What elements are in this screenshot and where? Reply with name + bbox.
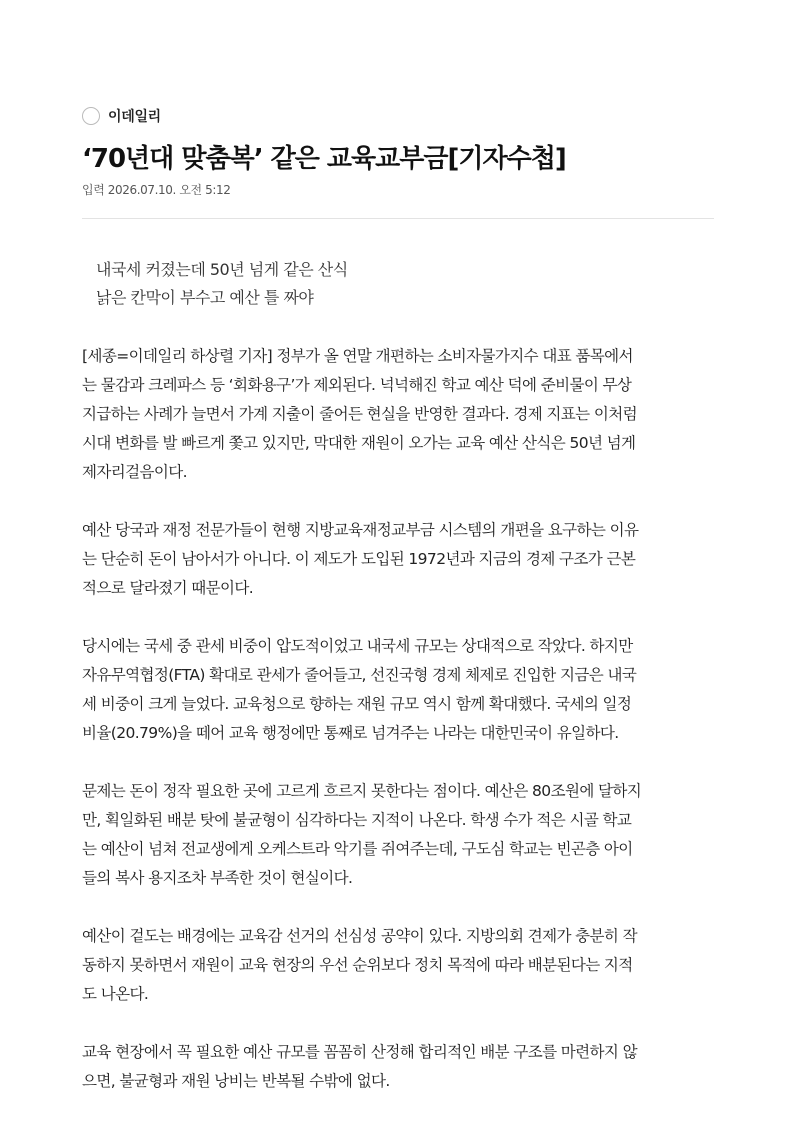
article-subheads [96, 256, 348, 312]
body-paragraph [82, 632, 716, 748]
paragraph-line: 도 나온다. [82, 985, 149, 1003]
paragraph-line: 시대 변화를 발 빠르게 쫓고 있지만, 막대한 재원이 오가는 교육 예산 산식은 50년 넘게 [82, 434, 636, 452]
paragraph-line: 예산 당국과 재정 전문가들이 현행 지방교육재정교부금 시스템의 개편을 요구하는 이유 [82, 521, 639, 539]
header-divider [82, 218, 714, 219]
body-paragraph [82, 922, 716, 1009]
paragraph-line: 동하지 못하면서 재원이 교육 현장의 우선 순위보다 정치 목적에 따라 배분된다는 지적 [82, 956, 633, 974]
paragraph-line: 지급하는 사례가 늘면서 가계 지출이 줄어든 현실을 반영한 결과다. 경제 지표는 이처럼 [82, 405, 637, 423]
body-paragraph [82, 342, 716, 487]
paragraph-line: 는 예산이 넘쳐 전교생에게 오케스트라 악기를 쥐여주는데, 구도심 학교는 빈곤층 아이 [82, 840, 633, 858]
paragraph-line: 적으로 달라졌기 때문이다. [82, 579, 254, 597]
body-paragraph [82, 777, 716, 893]
paragraph-line: 세 비중이 크게 늘었다. 교육청으로 향하는 재원 규모 역시 함께 확대했다. 국세의 일정 [82, 695, 632, 713]
publisher-name: 이데일리 [108, 109, 161, 125]
paragraph-line: 교육 현장에서 꼭 필요한 예산 규모를 꼼꼼히 산정해 합리적인 배분 구조를 마련하지 않 [82, 1043, 637, 1061]
article-headline: ‘70년대 맞춤복’ 같은 교육교부금[기자수첩] [82, 144, 566, 174]
paragraph-line: 문제는 돈이 정작 필요한 곳에 고르게 흐르지 못한다는 점이다. 예산은 80조원에 달하지 [82, 782, 642, 800]
article-body [82, 342, 716, 1125]
subhead-line: 내국세 커졌는데 50년 넘게 같은 산식 [96, 260, 348, 279]
subhead-line: 낡은 칸막이 부수고 예산 틀 짜야 [96, 288, 314, 307]
paragraph-line: 만, 획일화된 배분 탓에 불균형이 심각하다는 지적이 나온다. 학생 수가 적은 시골 학교 [82, 811, 632, 829]
paragraph-line: 자유무역협정(FTA) 확대로 관세가 줄어들고, 선진국형 경제 체제로 진입한 지금은 내국 [82, 666, 637, 684]
paragraph-line: 제자리걸음이다. [82, 463, 187, 481]
paragraph-line: 으면, 불균형과 재원 낭비는 반복될 수밖에 없다. [82, 1072, 390, 1090]
paragraph-line: 들의 복사 용지조차 부족한 것이 현실이다. [82, 869, 353, 887]
publisher-header[interactable] [82, 104, 161, 128]
body-paragraph [82, 1038, 716, 1096]
publisher-logo-icon [82, 107, 100, 125]
paragraph-line: 는 단순히 돈이 남아서가 아니다. 이 제도가 도입된 1972년과 지금의 경제 구조가 근본 [82, 550, 636, 568]
paragraph-line: 예산이 겉도는 배경에는 교육감 선거의 선심성 공약이 있다. 지방의회 견제가 충분히 작 [82, 927, 637, 945]
paragraph-line: [세종=이데일리 하상렬 기자] 정부가 올 연말 개편하는 소비자물가지수 대표 품목에서 [82, 347, 633, 365]
paragraph-line: 비율(20.79%)을 떼어 교육 행정에만 통째로 넘겨주는 나라는 대한민국이 유일하다. [82, 724, 619, 742]
body-paragraph [82, 516, 716, 603]
article-byline: 입력 2026.07.10. 오전 5:12 [82, 183, 231, 197]
paragraph-line: 는 물감과 크레파스 등 ‘회화용구’가 제외된다. 넉넉해진 학교 예산 덕에 준비물이 무상 [82, 376, 632, 394]
paragraph-line: 당시에는 국세 중 관세 비중이 압도적이었고 내국세 규모는 상대적으로 작았다. 하지만 [82, 637, 633, 655]
